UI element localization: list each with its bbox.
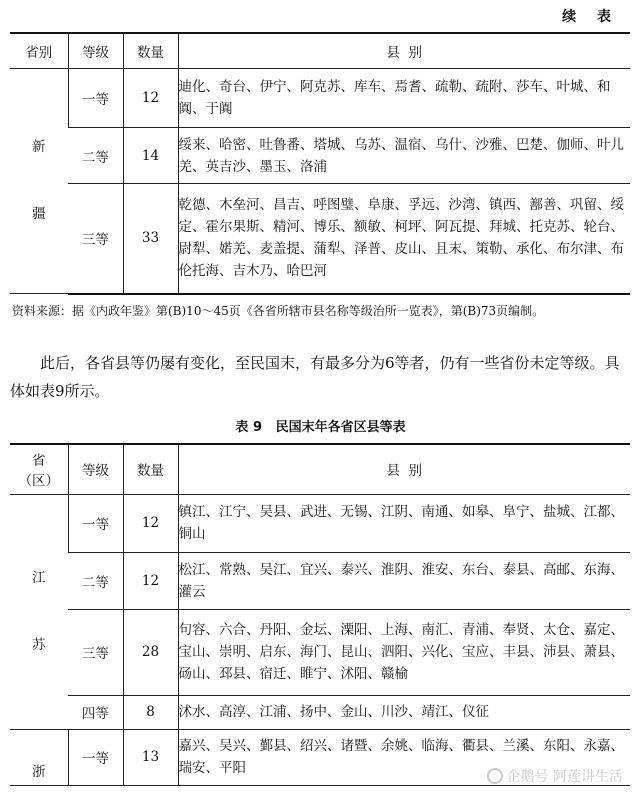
table-xinjiang-counties [10, 32, 630, 295]
watermark-text: 企鹅号 阿莲讲生活 [506, 769, 623, 785]
header-province-line: 省 [32, 453, 46, 470]
count-cell: 14 [123, 128, 178, 184]
count-cell: 12 [123, 69, 178, 128]
counties-cell: 迪化、奇台、伊宁、阿克苏、库车、焉耆、疏勒、疏附、莎车、叶城、和阗、于阗 [178, 69, 630, 128]
province-cell-jiangsu [10, 494, 68, 729]
province-cell-zhejiang [10, 729, 68, 785]
count-cell: 28 [123, 609, 178, 695]
table-row [10, 609, 630, 695]
counties-cell: 松江、常熟、吴江、宜兴、泰兴、淮阴、淮安、东台、泰县、高邮、东海、灌云 [178, 552, 630, 609]
counties-cell: 镇江、江宁、吴县、武进、无锡、江阴、南通、如皋、阜宁、盐城、江都、铜山 [178, 494, 630, 552]
grade-cell: 二等 [68, 552, 123, 609]
penguin-logo-icon [487, 768, 503, 784]
grade-cell: 一等 [68, 729, 123, 785]
count-cell: 12 [123, 552, 178, 609]
table-row [10, 184, 630, 294]
table-row [10, 695, 630, 729]
table-row [10, 69, 630, 128]
province-char: 苏 [32, 636, 46, 653]
header-count: 数量 [123, 444, 178, 494]
province-char: 江 [32, 569, 46, 586]
count-cell: 8 [123, 695, 178, 729]
continued-label: 续 表 [562, 9, 619, 25]
body-paragraph: 此后，各省县等仍屡有变化，至民国末，有最多分为6等者，仍有一些省份未定等级。具体如表9所示。 [10, 354, 620, 400]
counties-cell: 嘉兴、吴兴、鄞县、绍兴、诸暨、余姚、临海、衢县、兰溪、东阳、永嘉、瑞安、平阳 [178, 729, 630, 785]
province-cell-xinjiang [10, 69, 68, 294]
table-county-grades [10, 443, 630, 786]
grade-cell: 二等 [68, 128, 123, 184]
province-char: 疆 [32, 206, 46, 222]
count-cell: 12 [123, 494, 178, 552]
grade-cell: 三等 [68, 184, 123, 294]
count-cell: 13 [123, 729, 178, 785]
grade-cell: 一等 [68, 69, 123, 128]
table-caption: 表 9 民国末年各省区县等表 [235, 420, 406, 435]
province-char: 浙 [32, 763, 46, 780]
header-province: 省别 [10, 33, 68, 69]
province-char: 新 [32, 139, 46, 156]
counties-cell: 绥来、哈密、吐鲁番、塔城、乌苏、温宿、乌什、沙雅、巴楚、伽师、叶儿羌、英吉沙、墨玉、洛浦 [178, 128, 630, 184]
grade-cell: 四等 [68, 695, 123, 729]
table-header-row [10, 444, 630, 494]
header-grade: 等级 [68, 444, 123, 494]
header-grade: 等级 [68, 33, 123, 69]
counties-cell: 句容、六合、丹阳、金坛、溧阳、上海、南汇、青浦、奉贤、太仓、嘉定、宝山、崇明、启东、海门、昆山、泗阳、兴化、宝应、丰县、沛县、萧县、砀山、邳县、宿迁、睢宁、沭阳、赣榆 [178, 609, 630, 695]
table-row [10, 494, 630, 552]
grade-cell: 一等 [68, 494, 123, 552]
watermark [487, 766, 623, 786]
table-row [10, 128, 630, 184]
header-province-line: （区） [18, 473, 59, 490]
source-note: 资料来源：据《内政年鉴》第(B)10～45页《各省所辖市县名称等级治所一览表》，第(B)73页编制。 [12, 304, 545, 318]
header-count: 数量 [123, 33, 178, 69]
table-row [10, 552, 630, 609]
counties-cell: 沭水、高淳、江浦、扬中、金山、川沙、靖江、仪征 [178, 695, 630, 729]
header-counties: 县 别 [178, 33, 630, 69]
count-cell: 33 [123, 184, 178, 294]
header-counties: 县 别 [178, 444, 630, 494]
header-province [10, 444, 68, 494]
table-header-row [10, 33, 630, 69]
grade-cell: 三等 [68, 609, 123, 695]
counties-cell: 乾德、木垒河、昌吉、呼图璧、阜康、孚远、沙湾、镇西、鄯善、巩留、绥定、霍尔果斯、精河、博乐、额敏、柯坪、阿瓦提、拜城、托克苏、轮台、尉犁、婼羌、麦盖提、蒲犁、泽普、皮山、且末、策勒、承化、布尔津、布伦托海、吉木乃、哈巴河 [178, 184, 630, 294]
